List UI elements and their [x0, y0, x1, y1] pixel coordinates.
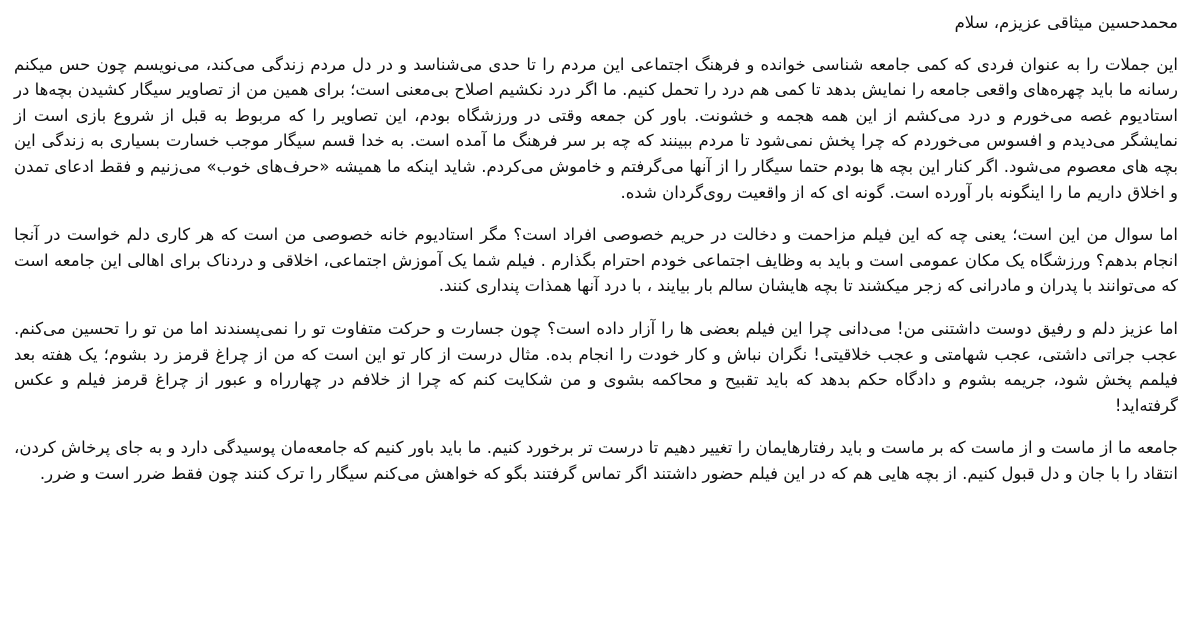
letter-paragraph-3: اما عزیز دلم و رفیق دوست داشتنی من! می‌دانی چرا این فیلم بعضی ها را آزار داده است؟ چون جسارت و حرکت متفاوت تو را نمی‌پسندند اما من تو را تحسین می‌کنم. عجب جراتی داشتی، عجب شهامتی و عجب خلاقیتی! نگران نباش و کار خودت را انجام بده. مثال درست از کار تو این است که من از چراغ قرمز رد بشوم؛ یک هفته بعد فیلمم پخش شود، جریمه بشوم و دادگاه حکم بدهد که باید تقبیح و محاکمه بشوی و من شکایت کنم که چرا از خلافم در چهارراه و عبور از چراغ قرمز فیلم و عکس گرفته‌اید! — [14, 318, 1178, 415]
letter-paragraph-2: اما سوال من این است؛ یعنی چه که این فیلم مزاحمت و دخالت در حریم خصوصی افراد است؟ مگر استادیوم خانه خصوصی من است که هر کاری دلم خواست در آنجا انجام بدهم؟ ورزشگاه یک مکان عمومی است و باید به وظایف اجتماعی خودم احترام بگذارم . فیلم شما یک آموزش اجتماعی، اخلاقی و دردناک برای اهالی این جامعه است که می‌توانند با پدران و مادرانی که زجر میکشند تا بچه هایشان سالم بار بیایند ، با درد آنها همذات پنداری کنند. — [14, 225, 1178, 296]
letter-paragraph-1: این جملات را به عنوان فردی که کمی جامعه شناسی خوانده و فرهنگ اجتماعی این مردم را تا حدی می‌شناسد و در دل مردم زندگی می‌کند، می‌نویسم چون حس میکنم رسانه ما باید چهره‌های واقعی جامعه را نمایش بدهد تا کمی هم درد را تحمل کنیم. ما اگر درد نکشیم اصلاح بی‌معنی است؛ برای همین من از تصاویر سیگار کشیدن بچه‌ها در استادیوم غصه می‌خورم و درد می‌کشم از این همه هجمه و خشونت. باور کن جمعه وقتی در ورزشگاه بودم، این تصاویر را که مربوط به قبل از شروع بازی است از نمایشگر می‌دیدم و افسوس می‌خوردم که چرا پخش نمی‌شود تا مردم ببینند که چه بر سر فرهنگ ما آمده است. به خدا قسم سیگار موجب خسارت بسیاری به زندگی این بچه های معصوم می‌شود. اگر کنار این بچه ها بودم حتما سیگار را از آنها می‌گرفتم و خاموش می‌کردم. شاید اینکه ما همیشه «حرف‌های خوب» می‌زنیم و فقط ادعای تمدن و اخلاق داریم ما را اینگونه بار آورده است. گونه ای که از واقعیت روی‌گردان شده. — [14, 54, 1178, 202]
letter-paragraph-4: جامعه ما از ماست و از ماست که بر ماست و باید رفتارهایمان را تغییر دهیم تا درست تر برخورد کنیم. ما باید باور کنیم که جامعه‌مان پوسیدگی دارد و به جای پرخاش کردن، انتقاد را با جان و دل قبول کنیم. از بچه هایی هم که در این فیلم حضور داشتند اگر تماس گرفتند بگو که خواهش می‌کنم سیگار را ترک کنند چون فقط ضرر است و ضرر. — [14, 438, 1178, 483]
letter-greeting: محمدحسین میثاقی عزیزم، سلام — [954, 13, 1178, 32]
